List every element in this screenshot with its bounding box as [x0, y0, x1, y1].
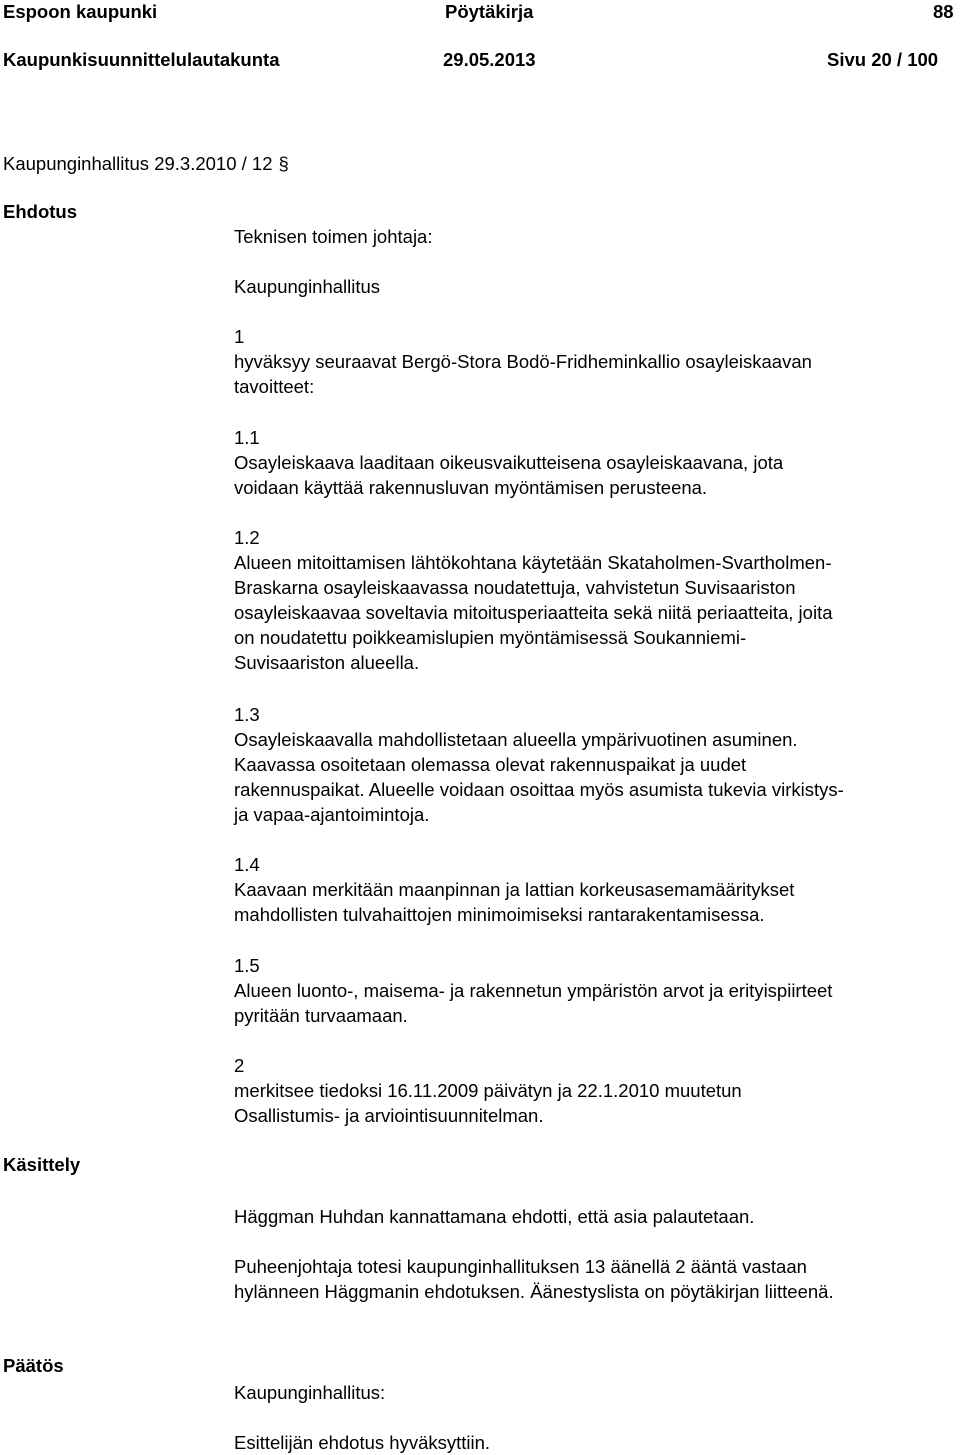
header-date: 29.05.2013 — [443, 49, 536, 70]
processing-paragraph-2: Puheenjohtaja totesi kaupunginhallituksen 13 äänellä 2 ääntä vastaan hylänneen Häggmanin ehdotuksen. Äänestyslista on pöytäkirjan liitteenä. — [234, 1256, 834, 1302]
proposal-presenter: Teknisen toimen johtaja: — [234, 226, 433, 247]
label-kasittely: Käsittely — [3, 1154, 81, 1175]
decision-text: Esittelijän ehdotus hyväksyttiin. — [234, 1432, 491, 1453]
proposal-body: Kaupunginhallitus — [234, 276, 381, 297]
header-page-number: Sivu 20 / 100 — [827, 49, 939, 70]
proposal-item-1: 1 hyväksyy seuraavat Bergö-Stora Bodö-Fridheminkallio osayleiskaavan tavoitteet: — [234, 326, 812, 397]
proposal-item-2: 2 merkitsee tiedoksi 16.11.2009 päivätyn ja 22.1.2010 muutetun Osallistumis- ja arviointisuunnitelman. — [234, 1055, 742, 1126]
processing-paragraph-1: Häggman Huhdan kannattamana ehdotti, että asia palautetaan. — [234, 1206, 755, 1227]
header-doc-type: Pöytäkirja — [445, 1, 534, 22]
proposal-item-1-5: 1.5 Alueen luonto-, maisema- ja rakennetun ympäristön arvot ja erityispiirteet pyritään turvaamaan. — [234, 955, 833, 1026]
header-section-number: 88 — [933, 1, 954, 22]
label-ehdotus: Ehdotus — [3, 201, 77, 222]
proposal-item-1-4: 1.4 Kaavaan merkitään maanpinnan ja lattian korkeusasemamääritykset mahdollisten tulvahaittojen minimoimiseksi rantarakentamisessa. — [234, 854, 795, 925]
proposal-item-1-1: 1.1 Osayleiskaava laaditaan oikeusvaikutteisena osayleiskaavana, jota voidaan käyttää rakennusluvan myöntämisen perusteena. — [234, 427, 784, 498]
decision-body: Kaupunginhallitus: — [234, 1382, 386, 1403]
proposal-item-1-3: 1.3 Osayleiskaavalla mahdollistetaan alueella ympärivuotinen asuminen. Kaavassa osoitetaan olemassa olevat rakennuspaikat ja uudet rakennuspaikat. Alueelle voidaan osoittaa myös asumista tukevia virkistys- ja vapaa-ajantoimintoja. — [234, 704, 844, 825]
header-city: Espoon kaupunki — [3, 1, 158, 22]
header-board: Kaupunkisuunnittelulautakunta — [3, 49, 280, 70]
section-symbol: § — [278, 153, 289, 174]
label-paatos: Päätös — [3, 1355, 64, 1376]
reference-line — [3, 151, 289, 176]
proposal-item-1-2: 1.2 Alueen mitoittamisen lähtökohtana käytetään Skataholmen-Svartholmen- Braskarna osayleiskaavassa noudatettuja, vahvistetun Suvisaariston osayleiskaavaa soveltavia mitoitusperiaatteita sekä niitä periaatteita, joita on noudatettu poikkeamislupien myöntämisessä Soukanniemi- Suvisaariston alueella. — [234, 527, 833, 673]
reference-text: Kaupunginhallitus 29.3.2010 / 12 — [3, 153, 273, 174]
